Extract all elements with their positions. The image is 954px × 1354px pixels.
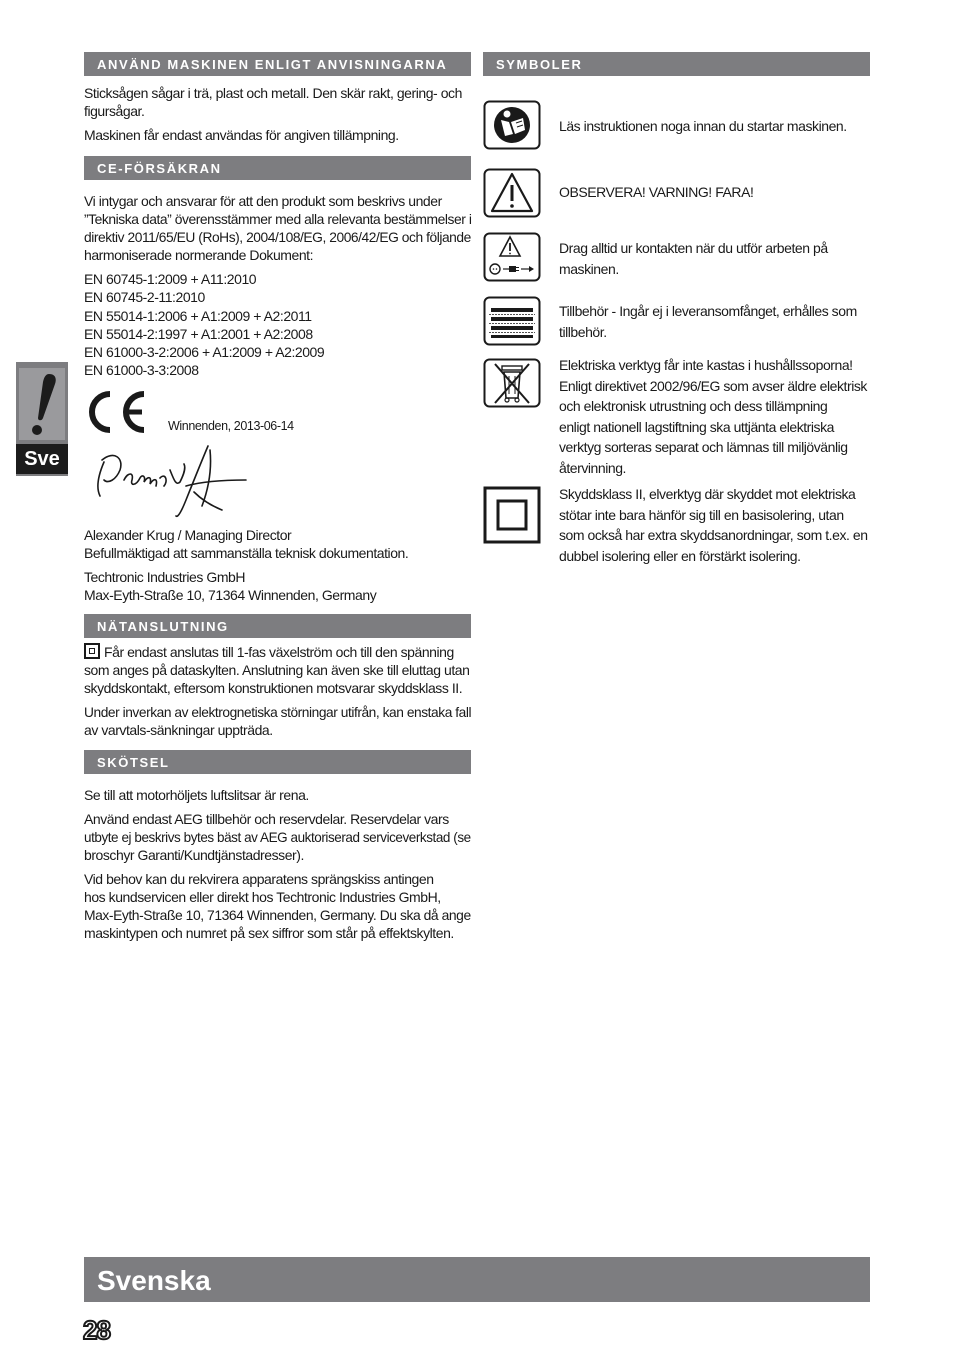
mains-paragraph-1: Får endast anslutas till 1-fas växelström och till den spänning som anges på dataskylten. Anslutning kan även ske till eluttag utan skyddskontakt, eftersom konstruktionen motsvarar skyddsklass II. — [84, 643, 470, 696]
right-column — [483, 52, 870, 592]
care-paragraph-1: Se till att motorhöljets luftslitsar är rena. — [84, 786, 309, 803]
symbol-text-accessory: Tillbehör - Ingår ej i leveransomfånget, erhålles som tillbehör. — [559, 303, 857, 340]
symbol-text-protection-class: Skyddsklass II, elverktyg där skyddet mot elektriska stötar inte bara hänför sig till en basisolering, utan som också har extra skyddsanordningar, som t.ex. en dubbel isolering eller en förstärkt isolering. — [559, 486, 868, 564]
care-paragraph-2: Använd endast AEG tillbehör och reservdelar. Reservdelar vars utbyte ej beskrivs bytes bäst av AEG auktoriserad serviceverkstad (se broschyr Garanti/Kundtjänstadresser). — [84, 810, 471, 863]
footer-language-bar: Svenska — [84, 1257, 870, 1302]
standards-list — [84, 270, 471, 380]
page-number: 28 — [83, 1315, 110, 1345]
standard-item: EN 61000-3-3:2008 — [84, 362, 199, 379]
symbol-text-warning: OBSERVERA! VARNING! FARA! — [559, 184, 754, 200]
care-heading: SKÖTSEL — [84, 750, 471, 774]
standard-item: EN 55014-2:1997 + A1:2001 + A2:2008 — [84, 325, 313, 342]
ce-mark-row — [84, 388, 471, 440]
standard-item: EN 60745-1:2009 + A11:2010 — [84, 271, 257, 287]
warning-triangle-icon — [483, 168, 541, 218]
care-paragraph-3: Vid behov kan du rekvirera apparatens sprängskiss antingen hos kundservicen eller direkt hos Techtronic Industries GmbH, Max-Eyth-Straße 10, 71364 Winnenden, Germany. Du ska då ange maskintypen och numret på sex siffror som står på effektskylten. — [84, 870, 471, 941]
ce-heading: CE-FÖRSÄKRAN — [84, 156, 471, 180]
symbol-text-read-manual: Läs instruktionen noga innan du startar maskinen. — [559, 118, 847, 134]
standard-item: EN 55014-1:2006 + A1:2009 + A2:2011 — [84, 307, 312, 324]
protection-class-ii-icon — [483, 486, 541, 546]
mains-heading: NÄTANSLUTNING — [84, 614, 471, 638]
mains-paragraph-2: Under inverkan av elektrognetiska störningar utifrån, kan enstaka fall av varvtals-sänkningar uppträda. — [84, 703, 472, 738]
usage-paragraph-2: Maskinen får endast användas för angiven tillämpning. — [84, 127, 399, 143]
language-side-tab — [16, 362, 68, 476]
company-address: Techtronic Industries GmbH Max-Eyth-Straße 10, 71364 Winnenden, Germany — [84, 568, 377, 603]
usage-heading: ANVÄND MASKINEN ENLIGT ANVISNINGARNA — [84, 52, 471, 76]
usage-paragraph-1: Sticksågen sågar i trä, plast och metall. Den skär rakt, gering- och figursågar. — [84, 85, 462, 119]
warning-exclamation-icon — [19, 368, 65, 440]
signature-image — [90, 440, 250, 520]
read-manual-icon — [483, 100, 541, 150]
ce-declaration-paragraph: Vi intygar och ansvarar för att den produkt som beskrivs under ”Tekniska data” överensstämmer med alla relevanta bestämmelser i direktiv 2011/65/EU (RoHs), 2004/108/EG, 2006/42/EG och följande harmoniserade normerande Dokument: — [84, 193, 472, 263]
standard-item: EN 61000-3-2:2006 + A1:2009 + A2:2009 — [84, 344, 325, 361]
symbol-text-unplug: Drag alltid ur kontakten när du utför arbeten på maskinen. — [559, 240, 828, 277]
protection-class-ii-icon — [84, 643, 100, 659]
declaration-date: Winnenden, 2013-06-14 — [168, 418, 294, 433]
accessory-blades-icon — [483, 296, 541, 346]
symbol-text-weee: Elektriska verktyg får inte kastas i hushållssoporna! Enligt direktivet 2002/96/EG som avser äldre elektrisk och elektronisk utrustning och dess tillämpning enligt nationell lagstiftning ska uttjänta elektriska verktyg sorteras separat och lämnas till miljövänlig återvinning. — [559, 357, 867, 476]
left-column — [84, 52, 471, 948]
standard-item: EN 60745-2-11:2010 — [84, 289, 205, 306]
ce-mark-icon — [84, 388, 148, 436]
symbols-heading: SYMBOLER — [483, 52, 870, 76]
weee-bin-icon — [483, 358, 541, 408]
signer-block: Alexander Krug / Managing Director Befullmäktigad att sammanställa teknisk dokumentation. — [84, 526, 409, 561]
unplug-warning-icon — [483, 232, 541, 282]
language-code-label: Sve — [16, 444, 68, 474]
